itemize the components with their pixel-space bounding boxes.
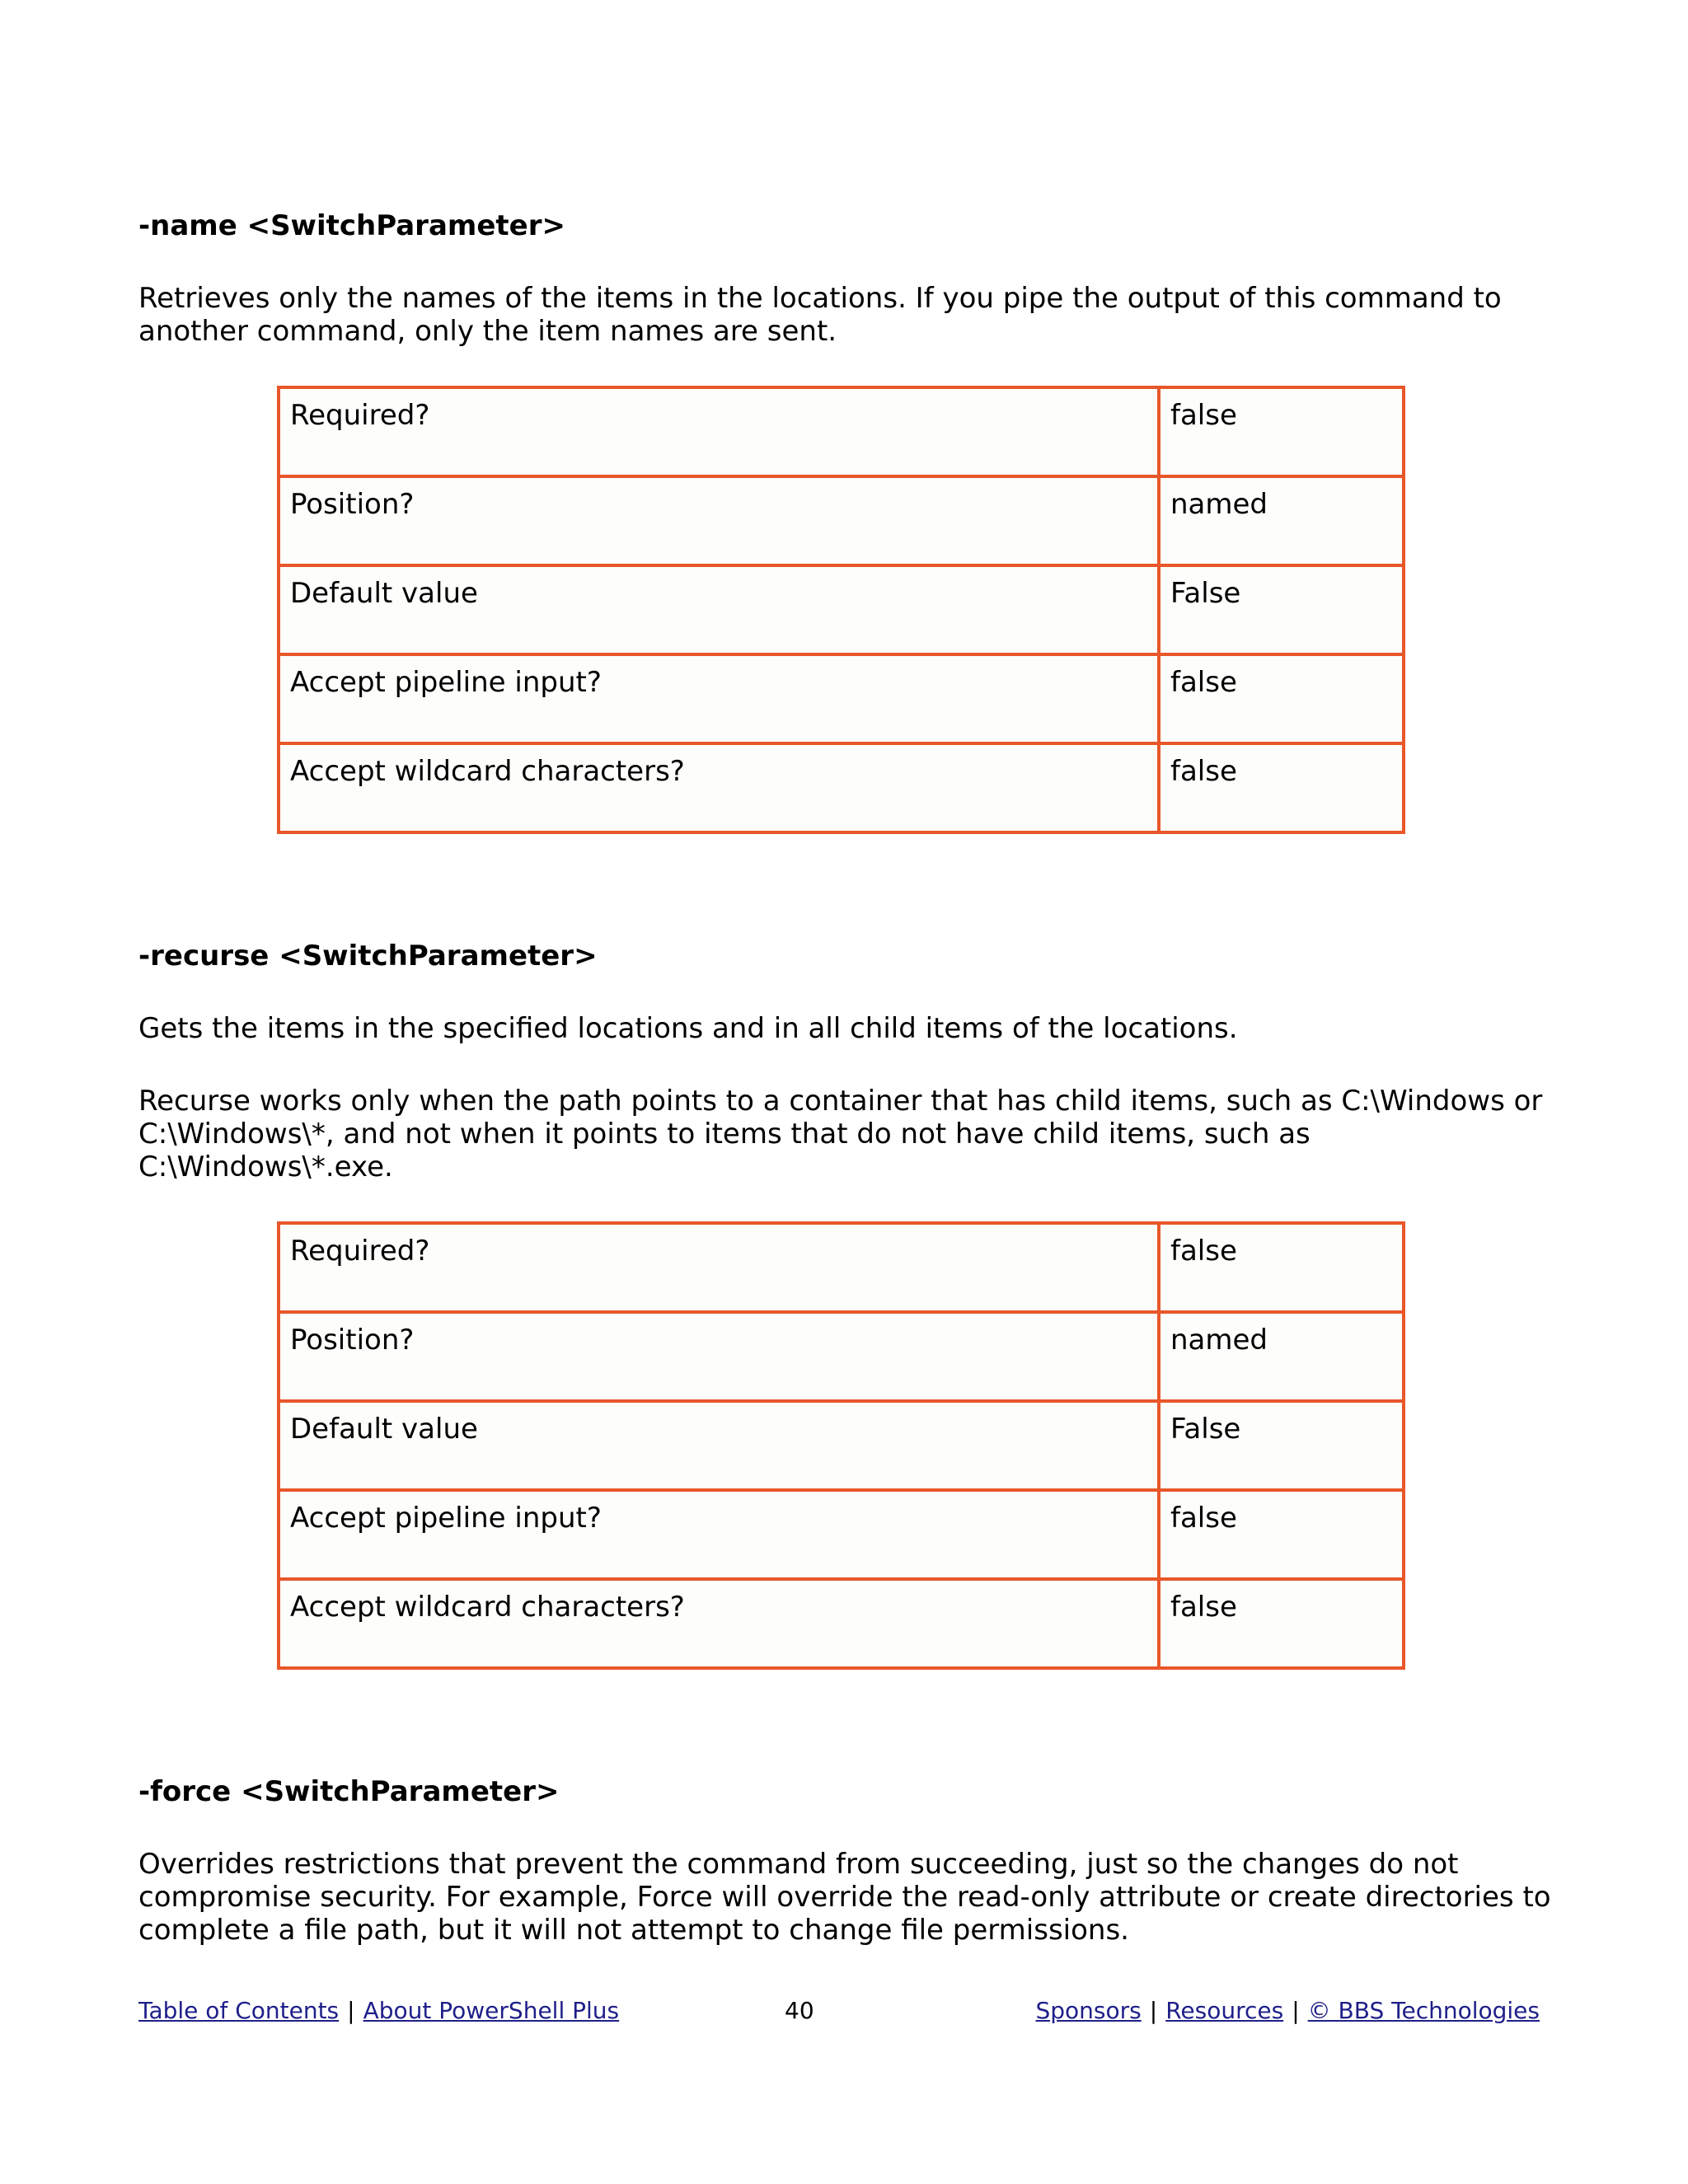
row-label: Accept pipeline input? [279,1490,1159,1579]
about-powershell-plus-link[interactable]: About PowerShell Plus [363,1997,620,2024]
bbs-technologies-link[interactable]: © BBS Technologies [1307,1997,1540,2024]
row-value: false [1159,1223,1404,1312]
row-value: named [1159,476,1404,565]
row-label: Default value [279,565,1159,654]
param-note-recurse: Recurse works only when the path points to a container that has child items, such as C:\Windows or C:\Windows\*, and not when it points to items that do not have child items, such as C:\Windows\*.exe. [138,1085,1543,1183]
footer-separator: | [1292,1997,1300,2024]
row-value: False [1159,565,1404,654]
row-value: false [1159,654,1404,743]
resources-link[interactable]: Resources [1165,1997,1284,2024]
table-of-contents-link[interactable]: Table of Contents [138,1997,340,2024]
table-row [279,1579,1404,1668]
table-row [279,387,1404,476]
row-label: Accept wildcard characters? [279,1579,1159,1668]
row-label: Position? [279,476,1159,565]
footer-left-links [138,1996,619,2026]
table-row [279,1223,1404,1312]
param-heading-recurse: -recurse <SwitchParameter> [138,940,598,972]
param-heading-name: -name <SwitchParameter> [138,209,565,242]
page-number: 40 [785,1997,814,2024]
row-label: Accept pipeline input? [279,654,1159,743]
row-label: Position? [279,1312,1159,1401]
table-row [279,1312,1404,1401]
table-row [279,476,1404,565]
row-value: false [1159,1579,1404,1668]
footer-right-links [1036,1996,1540,2026]
row-label: Required? [279,1223,1159,1312]
footer-separator: | [347,1997,355,2024]
row-value: false [1159,1490,1404,1579]
table-row [279,1401,1404,1490]
row-value: false [1159,387,1404,476]
page-footer [138,1996,1540,2026]
table-row [279,654,1404,743]
table-row [279,743,1404,832]
param-description-force: Overrides restrictions that prevent the command from succeeding, just so the changes do not compromise security. For example, Force will override the read-only attribute or create directories to complete a file path, but it will not attempt to change file permissions. [138,1848,1551,1947]
param-heading-force: -force <SwitchParameter> [138,1775,560,1808]
row-value: False [1159,1401,1404,1490]
param-table-recurse [277,1221,1405,1670]
row-value: false [1159,743,1404,832]
row-label: Accept wildcard characters? [279,743,1159,832]
param-description-recurse: Gets the items in the specified locations and in all child items of the locations. [138,1012,1238,1045]
row-label: Required? [279,387,1159,476]
table-row [279,565,1404,654]
row-label: Default value [279,1401,1159,1490]
param-description-name: Retrieves only the names of the items in the locations. If you pipe the output of this command to another command, only the item names are sent. [138,282,1502,348]
row-value: named [1159,1312,1404,1401]
table-row [279,1490,1404,1579]
footer-separator: | [1149,1997,1158,2024]
param-table-name [277,386,1405,834]
sponsors-link[interactable]: Sponsors [1035,1997,1142,2024]
